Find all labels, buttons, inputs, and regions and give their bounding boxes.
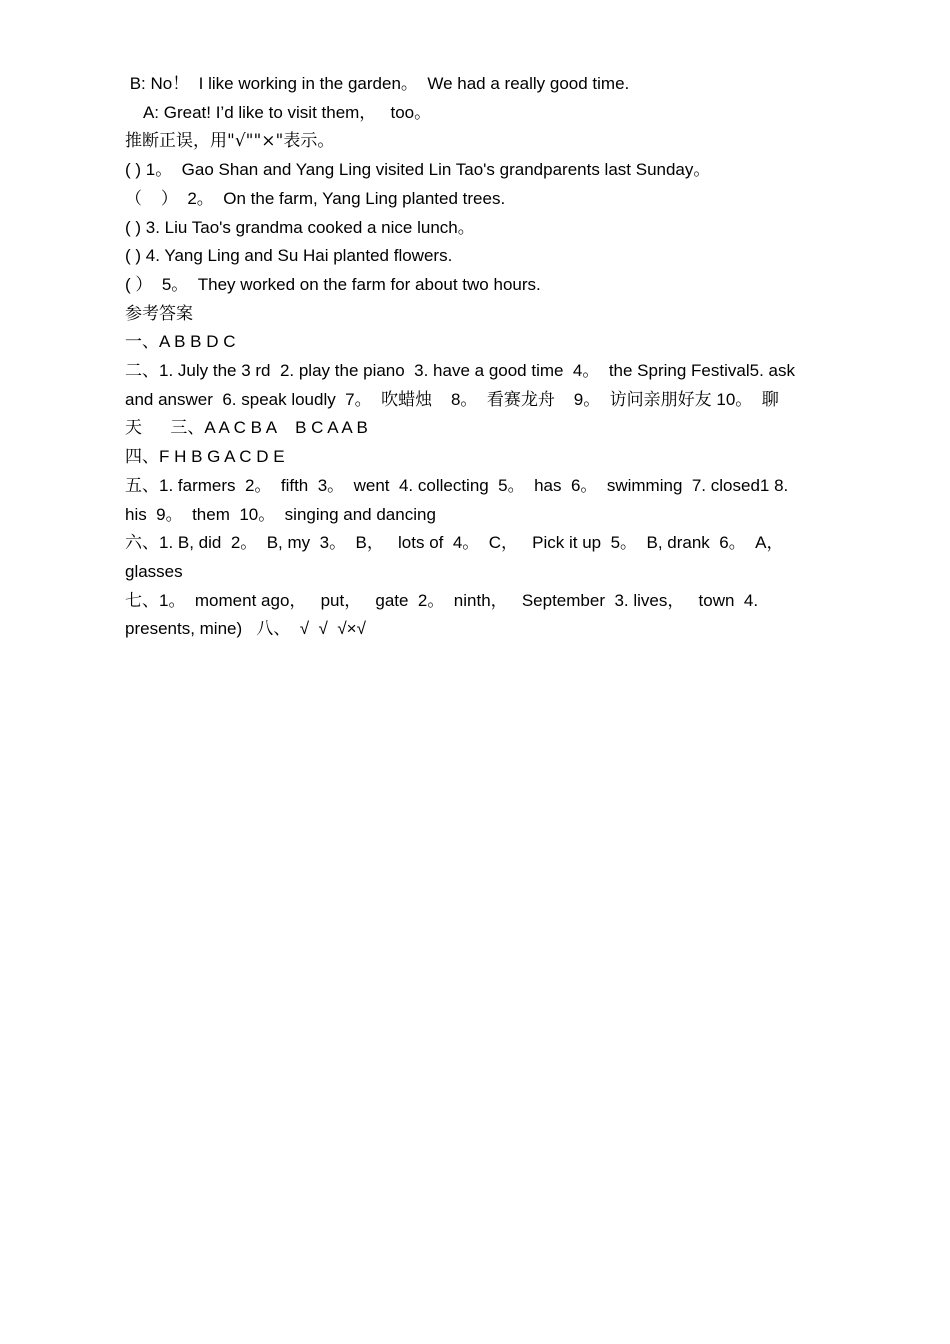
judge-item-2: （ ） 2。 On the farm, Yang Ling planted trees. <box>125 188 506 208</box>
answers-part-6-line-1: 六、1. B, did 2。 B, my 3。 B， lots of 4。 C， Pick it up 5。 B, drank 6。 A， <box>125 533 784 553</box>
judge-instruction: 推断正误，用"√""×"表示。 <box>125 131 335 152</box>
judge-item-3: ( ) 3. Liu Tao's grandma cooked a nice lunch。 <box>125 217 475 237</box>
answers-part-2-line-3: 天 三、A A C B A B C A A B <box>125 418 368 438</box>
dialogue-line-a: A: Great! I’d like to visit them， too。 <box>125 102 432 122</box>
answers-part-5-line-2: his 9。 them 10。 singing and dancing <box>125 504 436 524</box>
judge-item-1: ( ) 1。 Gao Shan and Yang Ling visited Lin Tao's grandparents last Sunday。 <box>125 160 711 180</box>
answers-part-2-line-2: and answer 6. speak loudly 7。 吹蜡烛 8。 看赛龙舟 9。 访问亲朋好友 10。 聊 <box>125 389 779 409</box>
document-body <box>125 70 825 644</box>
answers-part-2-line-1: 二、1. July the 3 rd 2. play the piano 3. have a good time 4。 the Spring Festival5. ask <box>125 361 795 381</box>
answers-part-7-line-2: presents, mine) 八、 √ √ √×√ <box>125 619 366 639</box>
judge-item-5: ( ） 5。 They worked on the farm for about two hours. <box>125 274 541 294</box>
answers-part-1: 一、A B B D C <box>125 332 236 352</box>
answers-part-5-line-1: 五、1. farmers 2。 fifth 3。 went 4. collecting 5。 has 6。 swimming 7. closed1 8. <box>125 475 789 495</box>
answers-part-4: 四、F H B G A C D E <box>125 447 285 467</box>
answers-part-7-line-1: 七、1。 moment ago， put， gate 2。 ninth， September 3. lives， town 4. <box>125 590 759 610</box>
answers-heading: 参考答案 <box>125 303 193 324</box>
dialogue-line-b: B: No！ I like working in the garden。 We had a really good time. <box>125 74 630 93</box>
answers-part-6-line-2: glasses <box>125 561 183 581</box>
judge-item-4: ( ) 4. Yang Ling and Su Hai planted flowers. <box>125 246 453 266</box>
